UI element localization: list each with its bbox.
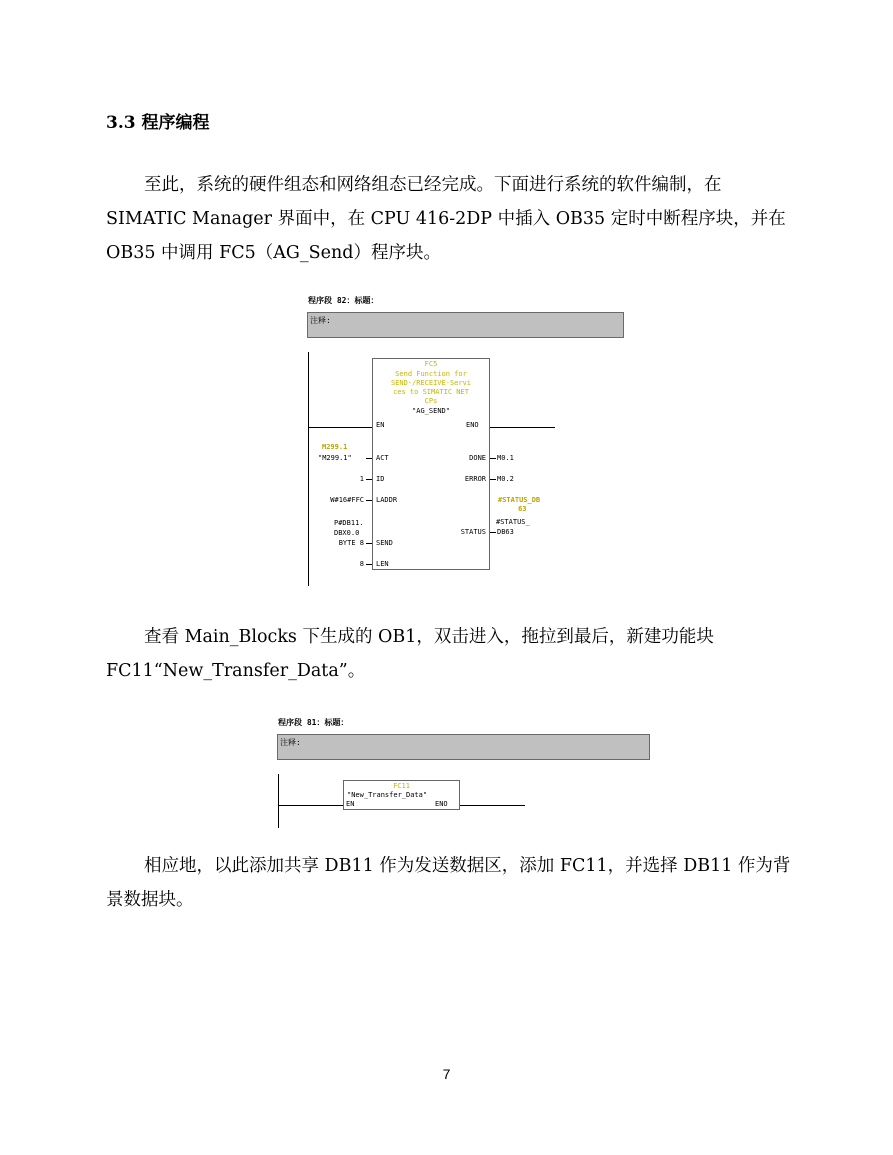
eno-connection-line	[459, 805, 525, 806]
segment-title: 程序段 81：标题：	[278, 718, 349, 727]
paragraph-3-text: 相应地，以此添加共享 DB11 作为发送数据区，添加 FC11，并选择 DB11 作为背景数据块。	[106, 856, 791, 910]
pin-error: ERROR	[464, 475, 486, 483]
pin-act: ACT	[376, 454, 389, 462]
act-symbol: "M299.1"	[318, 454, 352, 462]
block-symbol: "New_Transfer_Data"	[347, 791, 428, 799]
section-heading: 3.3 程序编程	[106, 113, 210, 133]
ladder-figure-fc5	[300, 290, 640, 590]
power-rail	[308, 352, 309, 586]
block-desc-4: CPs	[424, 397, 438, 405]
pin-en: EN	[346, 800, 355, 808]
block-name: FC5	[424, 360, 438, 368]
error-value: M0.2	[497, 475, 514, 483]
en-connection-line	[308, 427, 372, 428]
send-value-3: BYTE 8	[338, 539, 364, 547]
comment-field[interactable]	[307, 312, 624, 338]
status-stub	[490, 532, 496, 533]
status-symbol-2: 63	[518, 505, 527, 513]
id-stub	[366, 479, 372, 480]
error-stub	[490, 479, 496, 480]
block-symbol: "AG_SEND"	[412, 407, 450, 415]
pin-laddr: LADDR	[376, 496, 398, 504]
comment-field[interactable]	[277, 734, 650, 760]
laddr-stub	[366, 500, 372, 501]
pin-done: DONE	[469, 454, 486, 462]
segment-title: 程序段 82：标题：	[308, 296, 379, 305]
paragraph-1-text: 至此，系统的硬件组态和网络组态已经完成。下面进行系统的软件编制，在 SIMATIC Manager 界面中，在 CPU 416-2DP 中插入 OB35 定时中断程序块，并在 OB35 中调用 FC5（AG_Send）程序块。	[106, 175, 786, 263]
status-value-1: #STATUS_	[496, 518, 530, 526]
paragraph-3	[106, 849, 796, 917]
pin-en: EN	[376, 421, 385, 429]
paragraph-2-text: 查看 Main_Blocks 下生成的 OB1，双击进入，拖拉到最后，新建功能块 FC11“New_Transfer_Data”。	[106, 627, 714, 681]
laddr-value: W#16#FFC	[330, 496, 364, 504]
block-desc-2: SEND-/RECEIVE-Servi	[390, 379, 472, 387]
done-stub	[490, 458, 496, 459]
id-value: 1	[359, 475, 364, 483]
done-value: M0.1	[497, 454, 514, 462]
block-name: FC11	[393, 782, 410, 790]
page-number: 7	[442, 1066, 451, 1082]
act-stub	[366, 458, 372, 459]
len-value: 8	[359, 560, 364, 568]
act-address: M299.1	[322, 443, 348, 451]
status-value-2: DB63	[497, 528, 514, 536]
send-value-1: P#DB11.	[334, 519, 364, 527]
pin-eno: ENO	[435, 800, 448, 808]
power-rail	[278, 774, 279, 828]
status-symbol-1: #STATUS_DB	[498, 496, 541, 504]
send-stub	[366, 543, 372, 544]
len-stub	[366, 564, 372, 565]
send-value-2: DBX0.0	[334, 529, 360, 537]
pin-len: LEN	[376, 560, 389, 568]
pin-send: SEND	[376, 539, 393, 547]
pin-eno: ENO	[466, 421, 479, 429]
pin-status: STATUS	[460, 528, 486, 536]
block-desc-3: ces to SIMATIC NET	[393, 388, 469, 396]
paragraph-1	[106, 168, 796, 270]
comment-label: 注释:	[310, 316, 331, 325]
eno-connection-line	[489, 427, 555, 428]
block-desc-1: Send Function for	[395, 370, 467, 378]
en-connection-line	[278, 805, 343, 806]
pin-id: ID	[376, 475, 385, 483]
paragraph-2	[106, 620, 796, 688]
ladder-figure-fc11	[270, 712, 660, 832]
comment-label: 注释:	[280, 738, 301, 747]
